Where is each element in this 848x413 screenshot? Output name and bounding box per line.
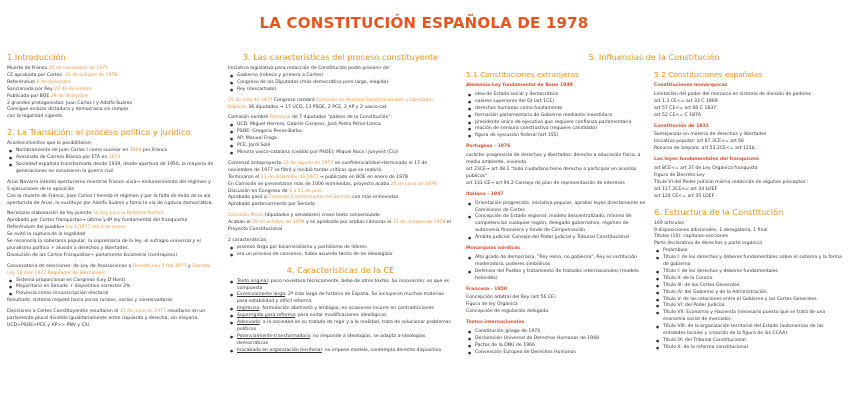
estructura-titulo: ● Título III: de las Cortes Generales.: [654, 283, 842, 290]
estructura-titulos: [654, 248, 842, 352]
line-espanola: art 1.3 CE<= art 33 C 1869: [654, 98, 718, 104]
mixta-name: Comisión Mixta: [228, 213, 264, 219]
item-italia: ● Concepción de Estado regional: modelo descentralizado, mínimo de competencias cualquier región, delegado gubernativo, régimen de autonomía financiera y fondo de Compensación: [466, 214, 648, 235]
estructura-titulo: ● Título I: de los derechos y deberes fundamentales: [654, 269, 842, 276]
final-text: Elecciones a Cortes Constituyentes resultaron el: [7, 309, 120, 315]
intro-text: Sancionada por Rey: [7, 86, 55, 92]
timeline-line: [228, 161, 453, 175]
timeline-text-after: en confidencialidad→terminado el 17 de noviembre de 1977 se filtró y recibió tantas críticas que se reabrió.: [228, 160, 428, 173]
ponencia-text-2: de 7 diputados "padres de la Constitución":: [290, 115, 393, 121]
ponente-item: ● PSOE: Gregorio Peces-Barba: [228, 129, 453, 136]
timeline-text: En Comisión se presentaron más de 1000 enmiendas, proyecto acaba: [228, 181, 391, 187]
reforma-text: Referéndum del pueblo→: [7, 225, 66, 231]
estructura-line: 169 artículos: [654, 220, 684, 226]
item-bonn: ● valores superiores del OJ (art 1CE): [466, 99, 648, 106]
bullet-date: 1969: [129, 148, 142, 154]
label-internacionales: Textos internacionales: [466, 320, 525, 326]
congreso-date: 25 de julio de 1977: [228, 97, 273, 103]
item-italia: ● Ámbito judicial: Consejo del Poder Judicial y Tribunal Constitucional: [466, 235, 648, 242]
heading-introduccion: 1.Introducción: [7, 52, 66, 62]
heading-espanolas: 5.2 Constituciones españolas: [654, 70, 763, 79]
influencias-header: [466, 52, 842, 66]
reforma-text: Se evitó la ruptura de la legalidad: [7, 232, 86, 238]
item-internacionales: ● Declaración Universal de Derechos Humanos de 1948: [466, 336, 648, 343]
intro-text: CE aprobada por Cortes:: [7, 72, 65, 78]
item-bonn: ● presidente único de ejecutivo que requiere confianza parlamentaria: [466, 120, 648, 127]
item-nordicas: ● Alto grado de democracia, "Rey reina, no gobierna", Rey es institución moderadora, poderes simbólicos: [466, 255, 648, 269]
convocatoria-bullets: [7, 278, 215, 299]
proceso-bullets: [228, 73, 453, 94]
reforma-text: Aprobada por Cortes franquistas→ última y 8ª ley fundamental del franquismo: [7, 218, 188, 224]
line-portugal: carácter progresista de derechos y libertades: derecho a educación física, a medio ambiente, vivienda: [466, 153, 641, 166]
intro-date: 6 de diciembre: [36, 79, 71, 85]
caracteristica-term: Texto original: [237, 278, 268, 284]
iniciativa-bullet: ● Gobierno (rebeca y primera a Cortes): [228, 73, 453, 80]
reforma-line: [7, 239, 215, 253]
mixta-line-3: Proyecto Constitucional: [228, 227, 283, 233]
timeline-line: [228, 182, 453, 189]
column-espanolas-estructura: [654, 66, 842, 352]
transicion-para-juan-carlos: Con la muerte de Franco, Juan Carlos I hereda el régimen y por la falta de éxito de la vía aperturista de Arias, lo sustituye por Adolfo Suárez y toma la vía de ruptura democrática.: [7, 193, 213, 206]
ponencia-word: Ponencia: [269, 115, 291, 121]
line-francia: Figura de ley Orgánica: [466, 302, 518, 308]
caracteristica-desc: : no impone modelo, contempla derecho dispositivo: [321, 347, 442, 353]
congreso-comision-name: Comisión de Asuntos Constitucionales y Libertades Públicas: [228, 97, 434, 110]
caracteristica-ce-bullet: [228, 334, 453, 348]
mixta-line-2: [228, 220, 453, 227]
intro-text: Muerte de Franco: [7, 66, 49, 71]
caracteristica-term: Potencialmente transformadora: [237, 333, 310, 339]
mixta-date-2: 31 de octubre de 1978: [392, 220, 446, 226]
bullet-text-after: por Franco: [141, 148, 168, 154]
item-bonn: ● figura de ejecución federal (art 155): [466, 133, 648, 140]
caracteristica-ce-bullet: [228, 348, 453, 355]
item-internacionales: ● Convención Europea de Derechos Humanos: [466, 350, 648, 357]
caracteristica-proceso-bullet: ● era un proceso de consenso, había acuerdo tácito de no ideologizar: [228, 252, 453, 259]
timeline-text: Aprobado posteriormente por Senado: [228, 202, 315, 208]
line-francia: Concepción de regulación delegada: [466, 309, 549, 315]
convoc-decreto-2: Decreto Ley 18 mar 1977 Regulador de Elecciones:: [7, 263, 211, 276]
intro-text: Consigue enlazar dictadura y democracia sin romper: [7, 107, 129, 113]
estructura-titulo: ● Título X: de la reforma constitucional.: [654, 345, 842, 352]
timeline-text: Aprobado pasó a: [228, 195, 269, 201]
ponencia-text: Comisión nombró: [228, 115, 270, 121]
timeline-text: Terminaron el: [228, 174, 261, 180]
proceso-timeline: [228, 161, 453, 209]
estructura-titulo: ● Preámbulo: [654, 248, 842, 255]
line-espanola: art 8CE<= art 37 de Ley Orgánica franquista: [654, 166, 758, 172]
intro-text: Referéndum: [7, 79, 37, 85]
convocatoria-elecciones: [7, 264, 215, 278]
estructura-titulo: ● Título IV: del Gobierno y de la Administración.: [654, 290, 842, 297]
intro-line: [7, 80, 215, 87]
convocatoria-bullet: ● Sistema proporcional en Congreso (Ley D'Hont): [7, 278, 215, 285]
convoc-and: y: [186, 263, 193, 269]
ponente-item: ● AP: Manuel Fraga: [228, 136, 453, 143]
proceso-caracteristicas-bullets: [228, 245, 453, 259]
ponente-item: ● UCD: Miguel Herrero, Gabriel Cisneros, José Pedro Pérez-Llorca: [228, 122, 453, 129]
timeline-highlight: Comisión Constitucional del Senado: [268, 195, 351, 201]
transicion-para-arias: Arias Navarro intentó aperturismo mientras Franco vivía→ endurecimiento del régimen y 5 ejecuciones de la oposición: [7, 179, 211, 192]
caracteristica-term: Excesivamente larga: [237, 292, 286, 298]
caracteristica-desc: : no responde a ideologías, se adapta a ideologías democráticas: [237, 333, 426, 346]
elecciones-constituyentes: [7, 309, 215, 330]
caracteristica-desc: : 2ª más larga de historia de España. Se incluyeron muchas materias para estabilidad y difícil reforma: [237, 292, 444, 305]
timeline-text: Discusión en Congreso de: [228, 188, 290, 194]
line-espanola: Limitación del poder del monarca en sistema de división de poderes: [654, 91, 812, 97]
mixta-tail: el: [445, 220, 451, 226]
caracteristica-term: Adecuada: [237, 320, 260, 326]
caracteristica-desc: : para evitar modificaciones ideológicas: [294, 313, 387, 319]
line-espanola: art 117.2CE<= art 34 LOEF: [654, 186, 718, 192]
mixta-date-1: 28 de octubre de 1978: [252, 220, 305, 226]
item-bonn: ● formación parlamentaria de Gobierno mediante investidura: [466, 113, 648, 120]
estructura-line: 9 disposiciones adicionales, 1 derogatoria, 1 final: [654, 227, 768, 233]
column-introduccion-transicion: [7, 52, 215, 330]
bullet-text: Nombramiento de Juan Carlos I como sucesor en: [16, 148, 130, 154]
heading-influencias: 5. Influencias de la Constitución: [588, 52, 720, 62]
congreso-text-2: 36 diputados → 17 UCD, 13 PSOE, 2 PCE, 2 AP y 2 vasco-cat: [246, 104, 387, 110]
column-constituciones-extranjeras: [466, 66, 648, 357]
item-bonn: ● derechos humanos como fundamento: [466, 106, 648, 113]
estructura-line: Parte declarativa de derechos y parte orgánica: [654, 241, 762, 247]
timeline-highlight: 23 de diciembre de 1977: [260, 174, 319, 180]
estructura-titulo: ● Título VI: del Poder Judicial.: [654, 303, 842, 310]
bullet-text: Asesinato de Carrero Blanco por ETA en: [16, 155, 109, 161]
espanolas-body: [654, 83, 842, 201]
line-espanola: Semejanzas en materia de derechos y libertades: [654, 132, 767, 138]
transicion-lead: Acontecimientos que lo posibilitaron:: [7, 141, 93, 147]
label-nordicas: Monarquías nórdicas: [466, 246, 521, 252]
intro-line: [7, 66, 215, 73]
intro-date: 20 de noviembre de 1975: [48, 66, 109, 71]
reforma-line: [7, 232, 215, 239]
intro-date: 27 de diciembre: [54, 86, 92, 92]
item-internacionales: ● Pactos de la ONU de 1966: [466, 343, 648, 350]
mixta-text-3: y es aprobado por ambas cámaras el: [304, 220, 393, 226]
timeline-highlight: 22 de agosto de 1977: [282, 160, 334, 166]
item-internacionales: ● Constitución griega de 1974: [466, 329, 648, 336]
caracteristica-term: Superrígida para reforma: [237, 313, 295, 319]
final-text-2: resultaron en un parlamento plural dividido igualitariamente entre izquierda y derecha, sin mayoría. UCD>PSOE>PCE y AP>> PNV y CiU: [7, 309, 206, 328]
convocatoria-bullet: ● Provincia como circunscripción electoral: [7, 291, 215, 298]
list-internacionales: [466, 329, 648, 357]
bullet-date: 1973: [108, 155, 121, 161]
list-nordicas: [466, 255, 648, 283]
mixta-text-2: Acaban el: [228, 220, 253, 226]
line-espanola: Recurso de amparo: art 53.2CE<= art 121b: [654, 146, 755, 152]
caracteristica-proceso-bullet: ● proceso largo por bicameralismo y partidismo de líderes: [228, 245, 453, 252]
item-nordicas: ● Defensor del Pueblo y tratamiento de tratados internacionales (modelo holandés): [466, 269, 648, 283]
label-bonn: Alemania-Ley fundamental de Bonn 1949: [466, 83, 573, 88]
estructura-line: Títulos (10): capítulos-secciones: [654, 234, 729, 240]
intro-date: 29 de diciembre: [50, 93, 89, 99]
label-portugal: Portugesa - 1976: [466, 144, 511, 150]
label-espanola-0: Constituciones monárquicas: [654, 83, 728, 88]
final-date: 15 de junio de 1977: [119, 309, 166, 315]
caracteristica-ce-bullet: [228, 320, 453, 334]
reforma-text: Necesaria elaboración de ley puente:: [7, 211, 95, 217]
transicion-bullets: [7, 148, 215, 176]
iniciativa-bullet: ● Congreso de los Diputados (más democrático pero largo, elegido): [228, 80, 453, 87]
page-title: LA CONSTITUCIÓN ESPAÑOLA DE 1978: [259, 14, 589, 32]
intro-text: con la legalidad vigente.: [7, 114, 64, 120]
intro-line: [7, 114, 215, 121]
caracteristica-desc: : a la sociedad en su tratado de regir y a la realidad, trata de solucionar problemas políticos: [237, 320, 451, 332]
intro-line: [7, 94, 215, 101]
timeline-highlight: 20 de junio de 1978: [390, 181, 437, 187]
reforma-highlight: ley 1/1977 del 4 de enero: [66, 225, 126, 231]
item-italia: ● Orientación progresista: iniciativa popular, aprobar leyes directamente en Comisiones de Cortes: [466, 201, 648, 215]
reforma-text: Disolución de las Cortes Franquistas→ parlamento bicameral (contrapeso): [7, 252, 178, 258]
ponentes-list: [228, 122, 453, 157]
extranjeras-body: [466, 83, 648, 357]
line-espanola: Iniciativa popular: art 87.3CE<= art 66: [654, 139, 744, 145]
line-portugal: art 131 CE→ art 94.2 Consejo de plan de representación de intereses: [466, 180, 625, 186]
ponente-item: ● PCE: Jordi Solé: [228, 143, 453, 150]
item-bonn: ● idea de Estado social y democrático: [466, 92, 648, 99]
reforma-line: [7, 253, 215, 260]
caracteristicas-ce-bullets: [228, 279, 453, 355]
reforma-text: Se reconocía la soberanía popular, la supremacía de la ley, el sufragio universal y el pluralismo político + alusión a derechos y libertades.: [7, 239, 201, 251]
intro-text: Publicada por BOE: [7, 93, 51, 99]
reforma-politica-lines: [7, 211, 215, 259]
proceso-lead: Iniciativa legislativa para redacción de Constitución podía provenir de:: [228, 66, 391, 71]
convocatoria-bullet: ● Mayoritario en Senado + dispositivo corrector 3%: [7, 284, 215, 291]
line-espanola: art 124 CE<= art 35 LOEF: [654, 193, 715, 199]
reforma-highlight: la Ley para la Reforma Política: [94, 211, 164, 217]
ponente-item: ● Minoría vasco-catalana (cedido por PSOE): Miquel Roca i Junyent (CiU): [228, 150, 453, 157]
line-espanola: Título VI del Poder Judicial misma redacción en algunos preceptos :: [654, 179, 809, 185]
caracteristica-desc: : formulación abstracta y ambigua, en ocasiones incurre en contradicciones: [259, 306, 434, 312]
convoc-decreto-1: Decreto Ley 5 feb 1977: [132, 263, 187, 269]
intro-line: [7, 87, 215, 94]
transicion-bullet: [7, 162, 215, 176]
caracteristicas-lead: 2 características:: [228, 237, 268, 243]
timeline-text: Comenzó anteproyecto: [228, 160, 283, 166]
mixta-text: (diputados y senadores) crean texto consensuado: [263, 213, 380, 219]
heading-caracteristicas-ce: 4. Características de la CE: [286, 264, 395, 275]
intro-lines: [7, 66, 215, 121]
caracteristica-desc: : poco novedoso técnicamente, bebe de otros textos. Su innovación: es que es compuesta: [237, 278, 450, 291]
estructura-titulo: ● Título VIII: de la organización territorial del Estado (autonomías de las entidades locales y creación de la figura de las CCAA).: [654, 324, 842, 338]
congreso-text: Congreso nombró: [272, 97, 317, 103]
label-espanola-1: Constitución de 1931: [654, 123, 709, 129]
heading-proceso: 3. Las características del proceso constituyente: [242, 52, 439, 62]
intro-text: 2 grandes protagonistas: Juan Carlos I y Adolfo Suárez: [7, 100, 132, 106]
caracteristica-term: Inacabada en organización territorial: [237, 347, 322, 353]
label-italia: Italiana - 1947: [466, 191, 504, 197]
heading-extranjeras: 5.1 Constituciones extranjeras: [466, 70, 579, 79]
timeline-line: [228, 202, 453, 209]
estructura-lines: [654, 221, 842, 249]
transicion-bullet: [7, 155, 215, 162]
congreso-comision: [228, 98, 453, 112]
bullet-text: Sociedad española transformada desde 1939, desde apertura de 1950, la mayoría de generaciones no conocieron la guerra civil: [16, 161, 214, 174]
line-espanola: Figura de Decreto-Ley: [654, 172, 705, 178]
heading-transicion: 2. La Transición: el proceso político y jurídico: [7, 127, 191, 138]
estructura-titulo: ● Título VII: Economía y Hacienda (necesario puesto que se trata de una economía social de mercado).: [654, 310, 842, 324]
list-bonn: [466, 92, 648, 140]
line-francia: Concepción arbitral del Rey (art 56 CE): [466, 295, 556, 301]
column-proceso-caracteristicas: [228, 52, 453, 355]
estructura-titulo: ● Título I: de los derechos y deberes fundamentales sobre el sistema y la forma de gobierno.: [654, 255, 842, 269]
line-portugal: art 23CE→ art 48.1 "todo ciudadano tiene derecho a participar en asuntos públicos": [466, 166, 637, 179]
estructura-titulo: ● Título IX: del Tribunal Constitucional.: [654, 338, 842, 345]
caracteristica-ce-bullet: [228, 279, 453, 293]
label-francia: Francesa - 1958: [466, 286, 508, 292]
timeline-text-after: con más enmiendas: [350, 195, 399, 201]
caracteristica-ce-bullet: [228, 292, 453, 306]
intro-line: [7, 73, 215, 80]
convocatoria-resultado: Resultado: sistema respetó hacia zonas rurales, vacías y conservadoras.: [7, 298, 174, 304]
list-italia: [466, 201, 648, 242]
timeline-highlight: 4 a 21 de julio: [289, 188, 322, 194]
estructura-titulo: ● Título II: de la Corona.: [654, 276, 842, 283]
comision-mixta: [228, 213, 453, 234]
timeline-line: [228, 175, 453, 182]
iniciativa-bullet: ● Rey (descartado): [228, 87, 453, 94]
estructura-titulo: ● Título V: de las relaciones entre el Gobierno y las Cortes Generales.: [654, 297, 842, 304]
line-espanola: art 52 CE<= C 1876: [654, 112, 701, 118]
line-espanola: art 57 CE<= art 60 C 1837: [654, 105, 717, 111]
intro-date: 31 de octubre de 1978: [64, 72, 118, 78]
label-espanola-2: Las leyes fundamentales del franquismo: [654, 157, 759, 163]
item-bonn: ● moción de censura constructiva (requiere candidato): [466, 126, 648, 133]
convoc-text: Convocatoria de elecciones: de Ley de Asociaciones a: [7, 263, 133, 269]
timeline-text-after: → publicado en BOE en enero de 1978: [318, 174, 408, 180]
heading-estructura: 6. Estructura de la Constitución: [654, 206, 784, 217]
caracteristica-term: Imprecisa: [237, 306, 260, 312]
